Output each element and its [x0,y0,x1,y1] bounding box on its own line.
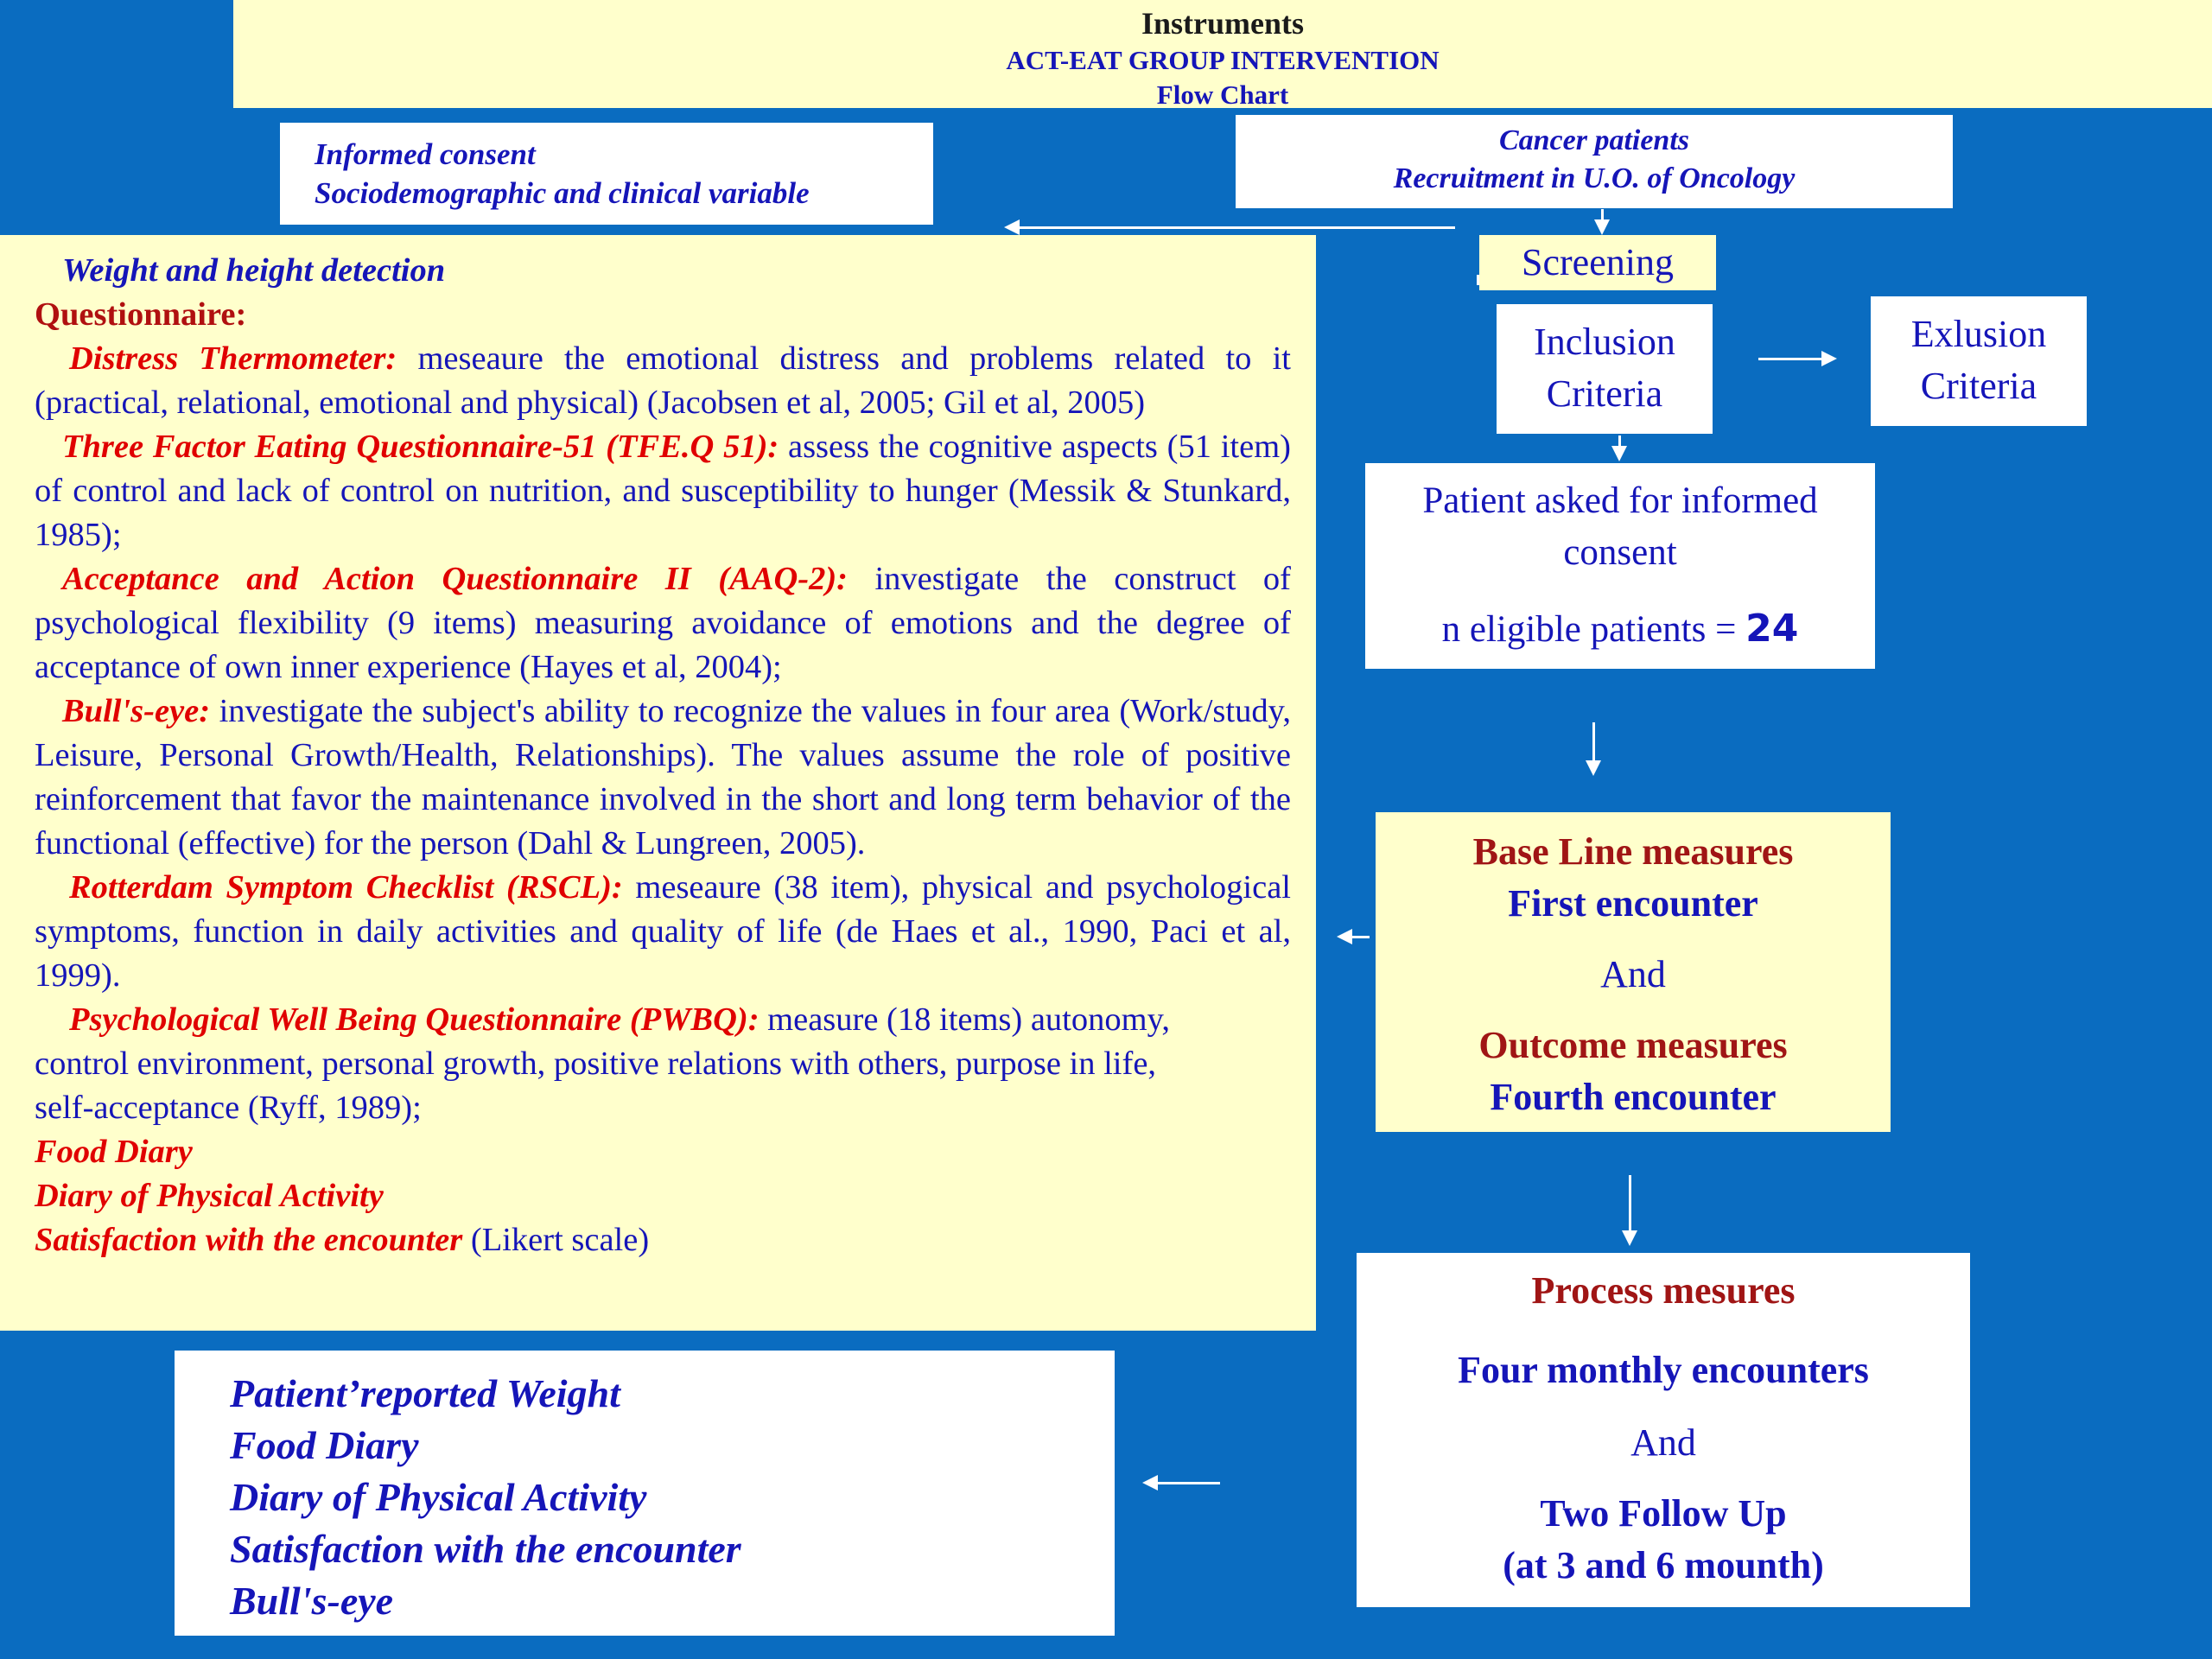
instrument-name: Distress Thermometer: [69,340,397,377]
reported-item: Patient’reported Weight [230,1371,620,1415]
instrument-desc: meseaure the emotional distress and problems related to it (practical, relational, emotional and physical) (Jacobsen et al, 2005; Gil et al, 2005) [35,340,1291,421]
instrument-desc: meseaure (38 item), physical and psychological symptoms, function in daily activities and quality of life (de Haes et al., 1990, Paci et al, 1999). [35,869,1291,994]
instrument-item [35,337,1291,425]
arrow-head-left [1142,1475,1158,1491]
arrow-baseline-to-process [1629,1175,1631,1232]
cancer-line-2: Recruitment in U.O. of Oncology [1393,162,1796,194]
arrow-head-right [1821,351,1837,366]
questionnaire-label: Questionnaire: [35,296,247,333]
header-banner [233,0,2212,108]
reported-item: Food Diary [230,1423,419,1467]
inclusion-line-1: Inclusion [1534,321,1675,363]
instrument-item [35,690,1291,866]
arrow-head-left [1004,219,1020,235]
follow-up-label: Two Follow Up [1540,1492,1787,1535]
eligible-count-label: n eligible patients = [1441,609,1746,650]
reported-item: Bull's-eye [230,1579,394,1623]
satisfaction-note: (Likert scale) [462,1222,650,1258]
baseline-outcome-box [1376,812,1891,1132]
monthly-encounters-label: Four monthly encounters [1458,1349,1869,1391]
arrow-head-left [1337,929,1352,944]
reported-item: Satisfaction with the encounter [230,1527,741,1571]
header-subtitle: ACT-EAT GROUP INTERVENTION [1006,45,1440,75]
exclusion-line-2: Criteria [1920,365,2037,407]
instrument-item [35,998,1291,1130]
arrow-baseline-to-instruments [1352,936,1370,938]
food-diary-label: Food Diary [35,1134,193,1170]
weight-height-label: Weight and height detection [62,252,446,289]
cancer-line-1: Cancer patients [1498,124,1690,156]
exclusion-line-1: Exlusion [1910,313,2047,355]
arrow-bend [1477,275,1479,285]
consent-box [280,123,933,225]
arrow-inclusion-to-exclusion [1758,358,1823,360]
instrument-name: Acceptance and Action Questionnaire II (AAQ-2): [62,561,848,597]
physical-activity-label: Diary of Physical Activity [35,1178,384,1214]
arrow-head-down [1622,1230,1637,1246]
header-caption: Flow Chart [1156,79,1289,110]
satisfaction-label: Satisfaction with the encounter [35,1222,463,1258]
cancer-patients-box [1236,115,1953,208]
first-encounter-label: First encounter [1508,882,1758,925]
instrument-desc: assess the cognitive aspects (51 item) of control and lack of control on nutrition, and susceptibility to hunger (Messik & Stunkard, 1985); [35,429,1291,553]
instrument-item [35,866,1291,998]
arrow-process-to-reported [1158,1482,1220,1484]
process-heading: Process mesures [1531,1269,1796,1312]
arrow-head-down [1611,446,1627,461]
screening-box: Screening [1479,235,1716,290]
arrow-head-down [1586,760,1601,776]
instrument-desc: investigate the construct of psychological flexibility (9 items) measuring avoidance of emotions and the degree of acceptance of own inner experience (Hayes et al, 2004); [35,561,1292,685]
eligible-count-row [1365,603,1875,656]
instrument-name: Psychological Well Being Questionnaire (PWBQ): [69,1001,760,1038]
inclusion-line-2: Criteria [1546,372,1663,415]
eligible-patients-box [1365,463,1875,669]
instrument-desc: investigate the subject's ability to recognize the values in four area (Work/study, Leisure, Personal Growth/Health, Relationships). The values assume the role of positive reinforcement that favor the maintenance involved in the short and long term behavior of the functional (effective) for the person (Dahl & Lungreen, 2005). [35,693,1291,861]
instruments-panel [0,235,1316,1331]
process-measures-box [1357,1253,1970,1607]
reported-item: Diary of Physical Activity [230,1475,647,1519]
arrow-to-consent [1020,226,1455,229]
consent-line-1: Informed consent [315,137,536,171]
eligible-line-2: consent [1563,532,1677,573]
instrument-item [35,557,1291,690]
instrument-name: Bull's-eye: [62,693,211,729]
eligible-count: 24 [1745,607,1799,651]
eligible-line-1: Patient asked for informed [1422,480,1818,521]
and-label: And [1600,953,1666,995]
consent-line-2: Sociodemographic and clinical variable [315,176,810,210]
patient-reported-box [175,1351,1115,1636]
instrument-desc: measure (18 items) autonomy, control environment, personal growth, positive relations with others, purpose in life, self-acceptance (Ryff, 1989); [35,1001,1170,1126]
follow-up-timing: (at 3 and 6 mounth) [1503,1544,1824,1586]
and-label: And [1630,1421,1696,1464]
baseline-heading: Base Line measures [1472,830,1794,873]
instrument-item [35,425,1291,557]
arrow-eligible-to-baseline [1592,722,1595,762]
instrument-name: Three Factor Eating Questionnaire-51 (TFE.Q 51): [62,429,779,465]
outcome-heading: Outcome measures [1478,1024,1788,1066]
fourth-encounter-label: Fourth encounter [1490,1076,1777,1118]
satisfaction-item [35,1218,1291,1262]
inclusion-criteria-box [1497,304,1713,434]
arrow-head-down [1594,219,1610,235]
header-title: Instruments [1141,6,1304,41]
exclusion-criteria-box [1871,296,2087,426]
instrument-name: Rotterdam Symptom Checklist (RSCL): [69,869,623,906]
